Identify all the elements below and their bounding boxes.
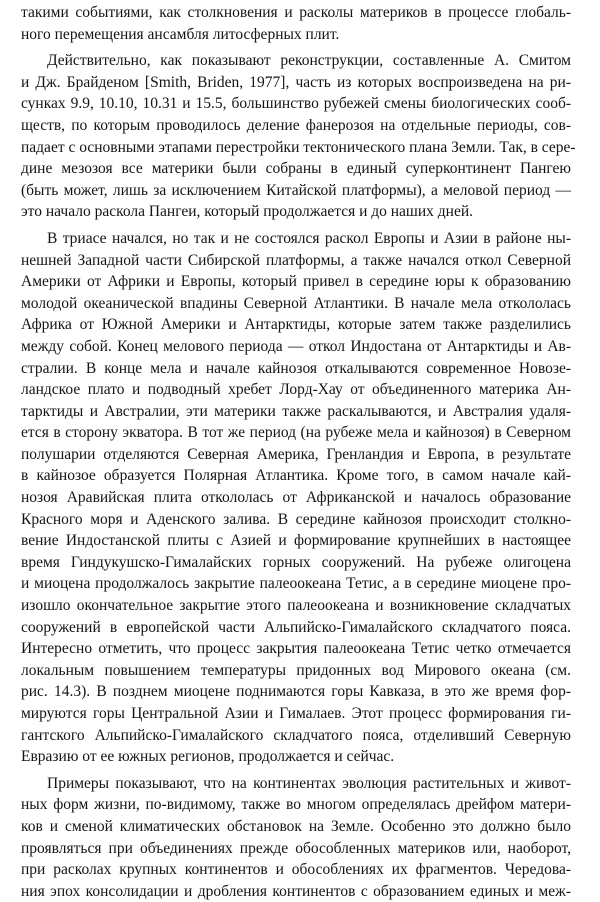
text-line: ного перемещения ансамбля литосферных плит. xyxy=(21,25,340,43)
text-line: ется в сторону экватора. В тот же период (на рубеже мела и кайнозоя) в Северном xyxy=(21,424,571,442)
paragraph-2 xyxy=(21,50,576,223)
text-line: нозоя Аравийская плита откололась от Африканской и началось образование xyxy=(21,489,571,507)
paragraph-4 xyxy=(21,773,571,902)
text-line: Америки от Африки и Европы, который привел в середине юры к образованию xyxy=(21,273,571,291)
text-line: В триасе начался, но так и не состоялся раскол Европы и Азии в районе ны- xyxy=(47,229,571,247)
text-line: гантского Альпийско-Гималайского складчатого пояса, отделивший Северную xyxy=(21,726,571,744)
text-line: и миоцена продолжалось закрытие палеоокеана Тетис, а в середине миоцене про- xyxy=(21,575,571,593)
text-line: нешней Западной части Сибирской платформы, а также начался откол Северной xyxy=(21,251,571,269)
text-line: ществ, по которым проводилось деление фанерозоя на отдельные периоды, сов- xyxy=(21,116,571,134)
text-line: тарктиды и Австралии, эти материки также раскалываются, и Австралия удаля- xyxy=(21,402,571,420)
paragraph-3 xyxy=(21,228,571,768)
text-line: такими событиями, как столкновения и расколы материков в процессе глобаль- xyxy=(21,4,571,21)
text-line: время Гиндукушско-Гималайских горных сооружений. На рубеже олигоцена xyxy=(21,553,571,571)
text-line: сооружений в европейской части Альпийско-Гималайского складчатого пояса. xyxy=(21,618,571,636)
text-line: проявляться при объединениях прежде обособленных материков или, наоборот, xyxy=(21,839,571,857)
text-line: стралии. В конце мела и начале кайнозоя откалываются современное Новозе- xyxy=(21,359,571,377)
text-line: и Дж. Брайденом [Smith, Briden, 1977], часть из которых воспроизведена на ри- xyxy=(21,73,571,91)
text-line: молодой океанической впадины Северной Атлантики. В начале мела откололась xyxy=(21,294,571,312)
text-line: при расколах крупных континентов и обособлениях их фрагментов. Чередова- xyxy=(21,861,571,879)
text-line: это начало раскола Пангеи, который продолжается и до наших дней. xyxy=(21,203,474,221)
text-line: ных форм жизни, по-видимому, также во многом определялась дрейфом матери- xyxy=(21,796,571,814)
text-line: Евразию от ее южных регионов, продолжается и сейчас. xyxy=(21,748,395,766)
text-line: вение Индостанской плиты с Азией и формирование крупнейших в настоящее xyxy=(21,532,571,550)
text-line: в кайнозое образуется Полярная Атлантика. Кроме того, в самом начале кай- xyxy=(21,467,571,485)
text-line: Примеры показывают, что на континентах эволюция растительных и живот- xyxy=(47,774,571,792)
text-line: ков и сменой климатических обстановок на Земле. Особенно это должно было xyxy=(21,817,571,835)
text-line: ландское плато и подводный хребет Лорд-Хау от объединенного материка Ан- xyxy=(21,381,571,399)
text-line: локальным повышением температуры придонных вод Мирового океана (см. xyxy=(21,661,571,679)
text-line: падает с основными этапами перестройки тектонического плана Земли. Так, в сере- xyxy=(21,138,576,156)
text-line: изошло окончательное закрытие этого палеоокеана и возникновение складчатых xyxy=(21,597,571,615)
text-line: дине мезозоя все материки были собраны в единый суперконтинент Пангею xyxy=(21,160,571,178)
text-line: ния эпох консолидации и дробления континентов с образованием единых и меж- xyxy=(21,882,571,900)
text-line: (быть может, лишь за исключением Китайской платформы), а меловой период — xyxy=(21,181,571,199)
text-line: рис. 14.3). В позднем миоцене поднимаются горы Кавказа, в это же время фор- xyxy=(21,683,571,701)
text-line: Интересно отметить, что процесс закрытия палеоокеана Тетис четко отмечается xyxy=(21,640,571,658)
text-line: полушарии отделяются Северная Америка, Гренландия и Европа, в результате xyxy=(21,445,571,463)
text-line: мируются горы Центральной Азии и Гималаев. Этот процесс формирования ги- xyxy=(21,705,571,722)
text-line: сунках 9.9, 10.10, 10.31 и 15.5, большинство рубежей смены биологических сооб- xyxy=(21,95,571,113)
text-line: между собой. Конец мелового периода — откол Индостана от Антарктиды и Ав- xyxy=(21,337,571,355)
text-line: Африка от Южной Америки и Антарктиды, которые затем также разделились xyxy=(21,316,571,334)
text-line: Действительно, как показывают реконструкции, составленные А. Смитом xyxy=(47,52,571,70)
text-line: Красного моря и Аденского залива. В середине кайнозоя происходит столкно- xyxy=(21,510,571,528)
paragraph-1 xyxy=(21,2,571,45)
